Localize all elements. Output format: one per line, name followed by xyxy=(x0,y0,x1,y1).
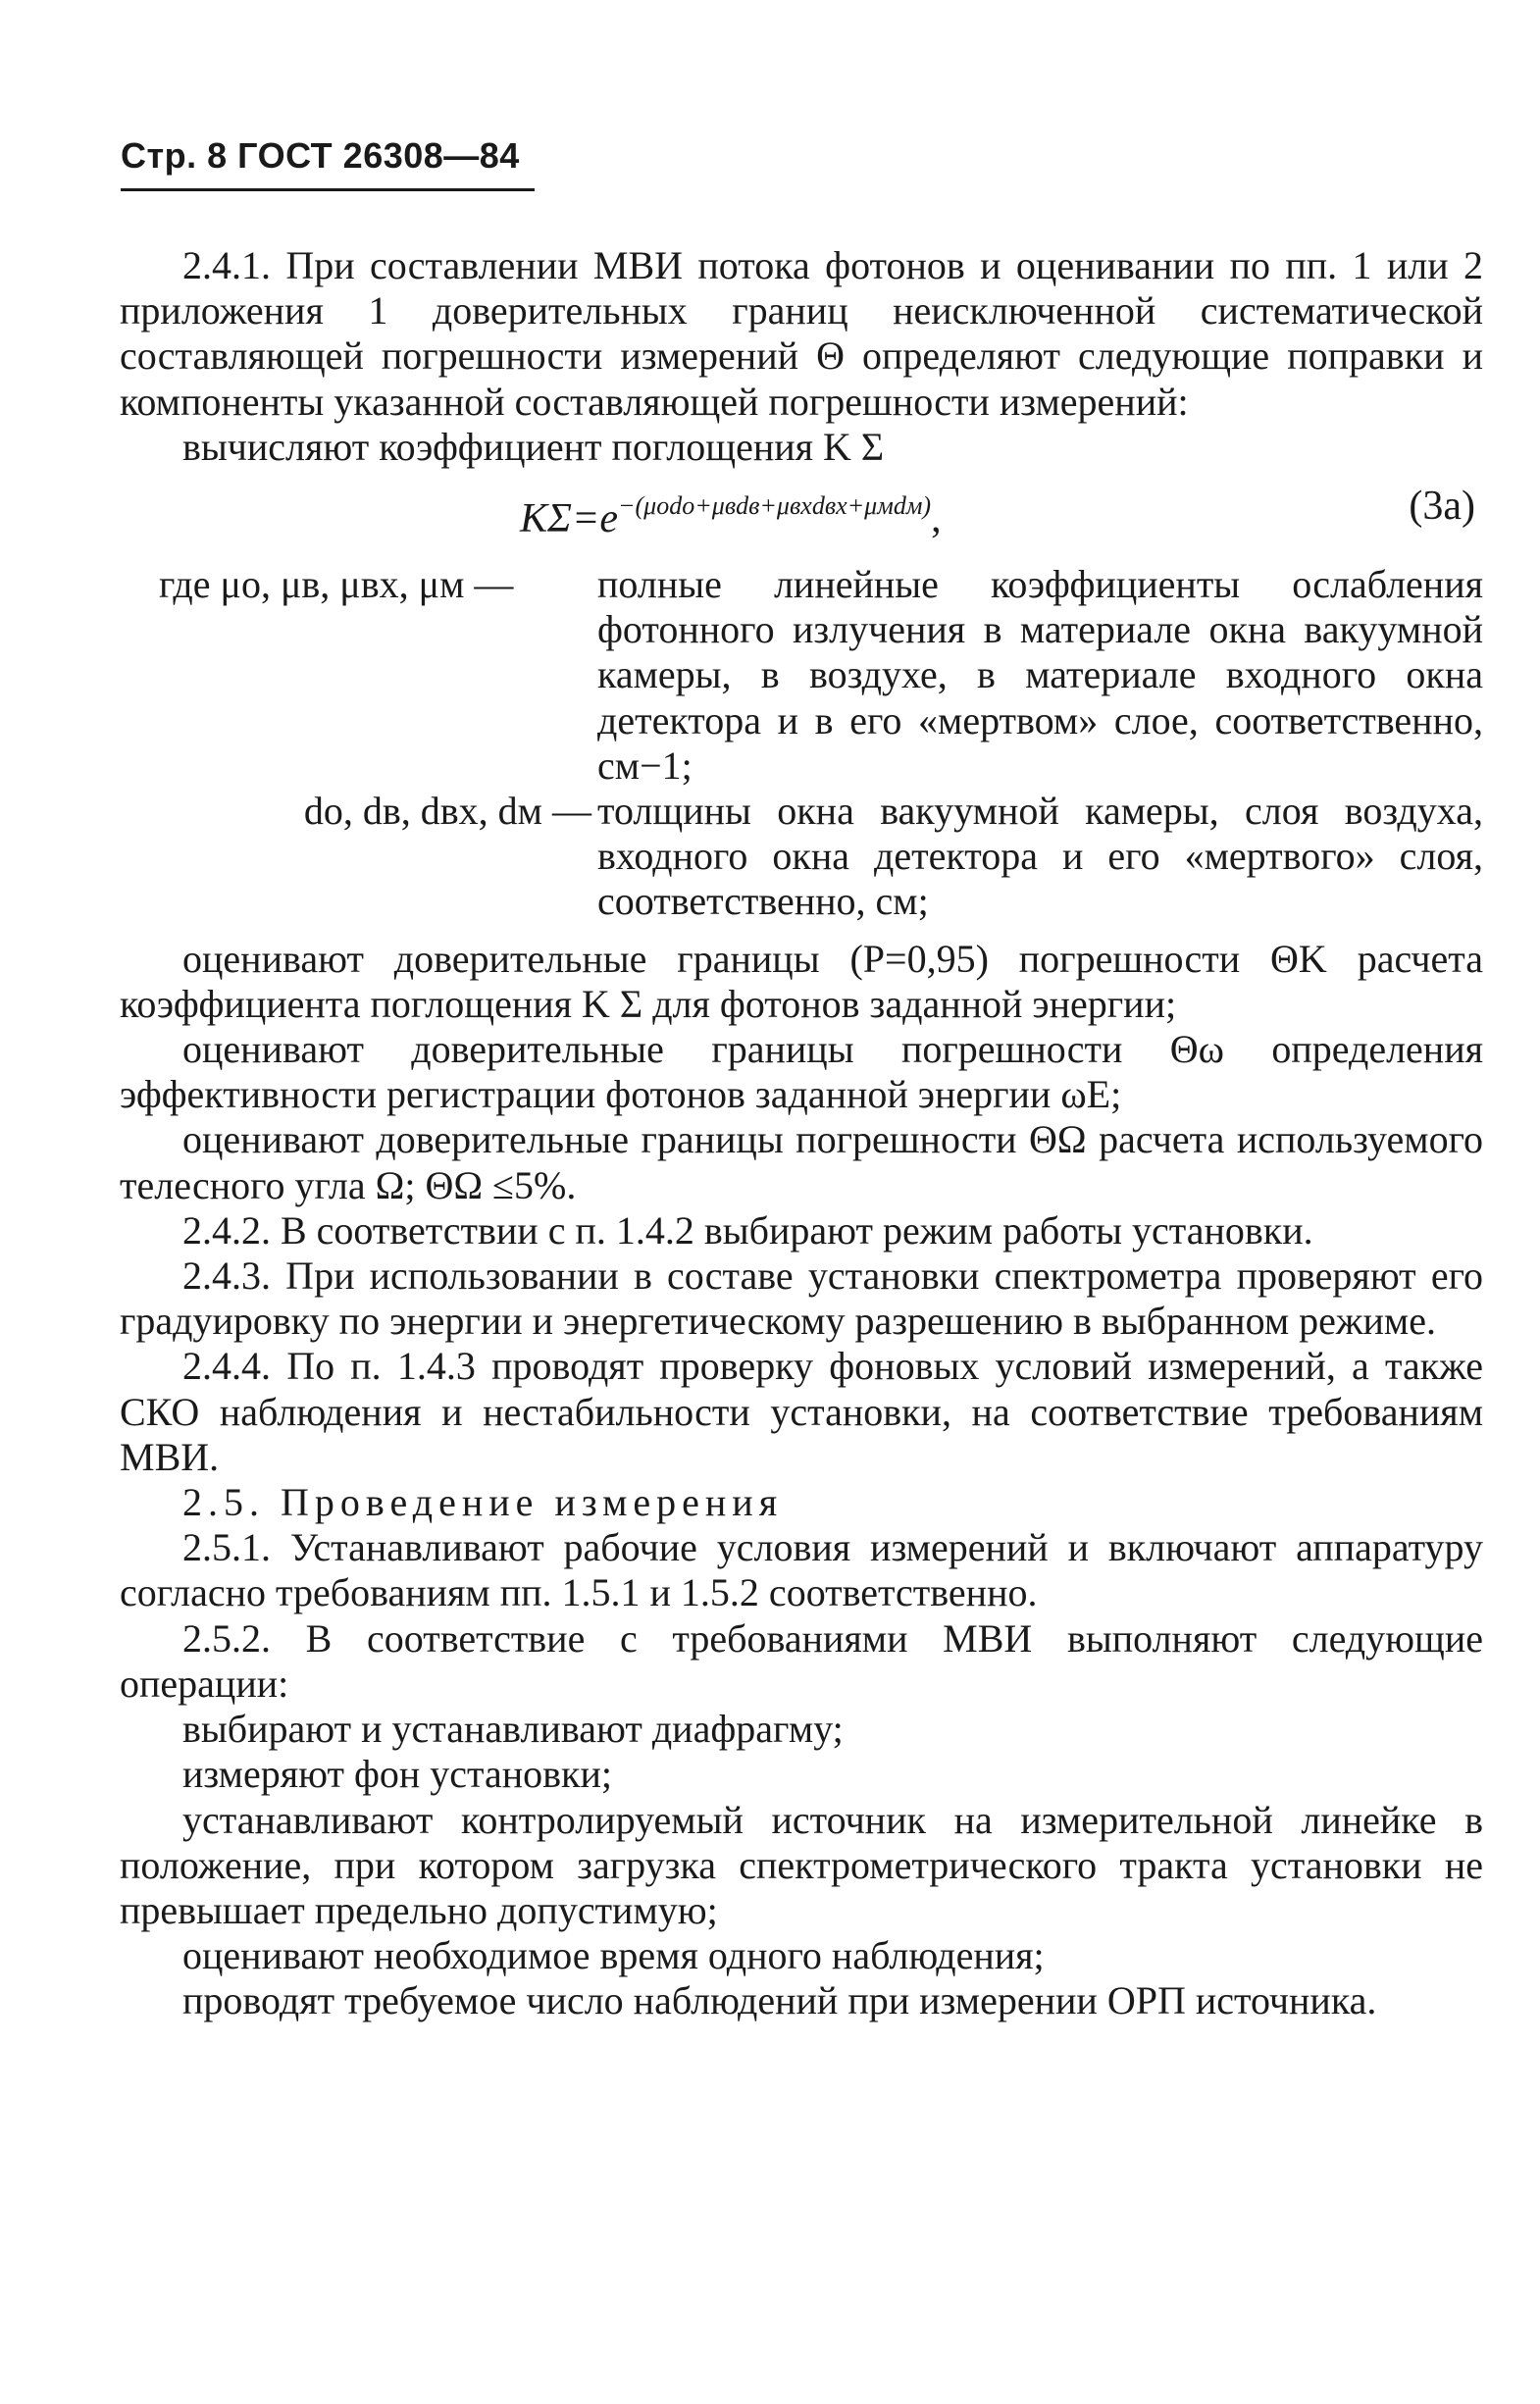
formula-exponent: −(μоdо+μвdв+μвхdвх+μмdм) xyxy=(617,491,932,521)
operation-item: устанавливают контролируемый источник на измерительной линейке в положение, при котором загрузка спектрометрического тракта установки не превышает предельно допустимую; xyxy=(120,1797,1483,1932)
page-header: Стр. 8 ГОСТ 26308—84 xyxy=(121,135,520,176)
operation-item: проводят требуемое число наблюдений при измерении ОРП источника. xyxy=(182,1978,1377,2023)
formula-3a xyxy=(120,476,1483,552)
formula-number: (3а) xyxy=(1409,484,1475,530)
definitions xyxy=(120,562,1483,925)
definition-text: полные линейные коэффициенты ослабления фотонного излучения в материале окна вакуумной камеры, в воздухе, в материале входного окна детектора и в его «мертвом» слое, соответственно, см−1; xyxy=(597,562,1483,788)
page-body xyxy=(120,243,1483,2024)
paragraph-2-4-1: 2.4.1. При составлении МВИ потока фотонов и оценивании по пп. 1 или 2 приложения 1 доверительных границ неисключенной систематической составляющей погрешности измерений Θ определяют следующие поправки и компоненты указанной составляющей погрешности измерений: xyxy=(120,243,1483,424)
paragraph-2-4-4: 2.4.4. По п. 1.4.3 проводят проверку фоновых условий измерений, а также СКО наблюдения и нестабильности установки, на соответствие требованиям МВИ. xyxy=(120,1344,1483,1479)
section-heading-2-5: 2.5. Проведение измерения xyxy=(182,1480,784,1525)
definition-text: толщины окна вакуумной камеры, слоя воздуха, входного окна детектора и его «мертвого» слоя, соответственно, см; xyxy=(597,789,1483,924)
paragraph-2-5-2: 2.5.2. В соответствие с требованиями МВИ выполняют следующие операции: xyxy=(120,1615,1483,1706)
formula-expression xyxy=(520,484,942,541)
header-rule xyxy=(121,188,535,191)
formula-trailing: , xyxy=(931,496,942,542)
estimate-item: оценивают доверительные границы погрешности ΘΩ расчета используемого телесного угла Ω; ΘΩ ≤5%. xyxy=(120,1117,1483,1207)
operation-item: оценивают необходимое время одного наблюдения; xyxy=(182,1933,1045,1978)
definition-term: где μо, μв, μвх, μм — xyxy=(159,562,514,607)
formula-lhs: KΣ=e xyxy=(520,496,618,542)
definition-term: dо, dв, dвх, dм — xyxy=(303,789,591,834)
paragraph-2-5-1: 2.5.1. Устанавливают рабочие условия измерений и включают аппаратуру согласно требованиям пп. 1.5.1 и 1.5.2 соответственно. xyxy=(120,1525,1483,1615)
paragraph-2-4-2: 2.4.2. В соответствии с п. 1.4.2 выбирают режим работы установки. xyxy=(182,1207,1313,1253)
estimate-item: оценивают доверительные границы погрешности Θω определения эффективности регистрации фотонов заданной энергии ωE; xyxy=(120,1027,1483,1117)
estimate-item: оценивают доверительные границы (P=0,95) погрешности ΘK расчета коэффициента поглощения K Σ для фотонов заданной энергии; xyxy=(120,936,1483,1026)
paragraph-2-4-3: 2.4.3. При использовании в составе установки спектрометра проверяют его градуировку по энергии и энергетическому разрешению в выбранном режиме. xyxy=(120,1253,1483,1344)
calc-absorption-coefficient: вычисляют коэффициент поглощения K Σ xyxy=(182,424,885,469)
operation-item: выбирают и устанавливают диафрагму; xyxy=(182,1707,844,1752)
operation-item: измеряют фон установки; xyxy=(182,1752,612,1797)
